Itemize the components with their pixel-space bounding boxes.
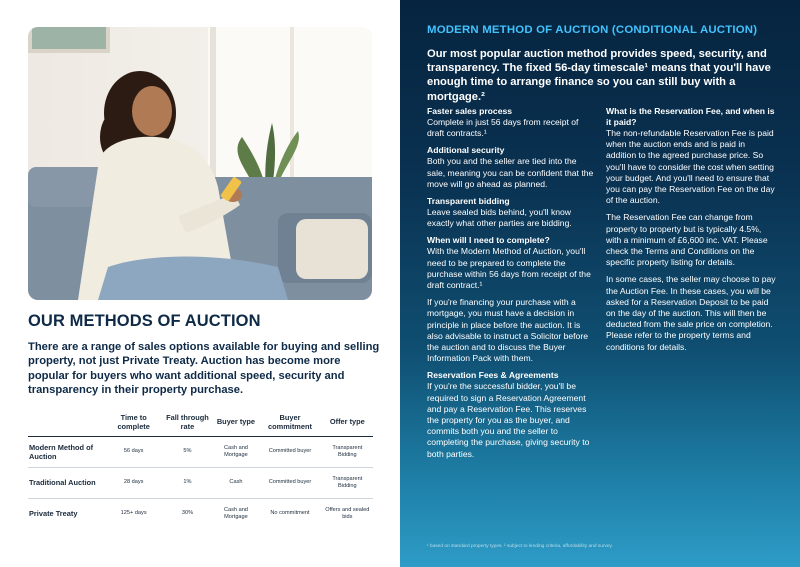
- section-faster-sales: [427, 106, 597, 139]
- table-header-offer-type: Offer type: [322, 408, 373, 436]
- table-cell: 56 days: [106, 436, 161, 467]
- mmoa-title: MODERN METHOD OF AUCTION (CONDITIONAL AUCTION): [427, 24, 758, 36]
- table-cell: Committed buyer: [258, 467, 321, 498]
- table-cell: Transparent Bidding: [322, 467, 373, 498]
- table-cell: Cash and Mortgage: [214, 436, 259, 467]
- table-cell: Offers and sealed bids: [325, 506, 370, 520]
- methods-intro: There are a range of sales options available for buying and selling property, not just Private Treaty. Auction has become more popular for buyers who want additional speed, security and transparency in their property purchase.: [28, 341, 380, 397]
- section-paragraph: The non-refundable Reservation Fee is paid when the auction ends and is paid in addition to the agreed purchase price. So you'll have to consider the cost when setting your budget. And you'll need to ensure that you can pay the Reservation Fee on the day of the auction.: [606, 128, 775, 206]
- section-additional-security: [427, 145, 597, 190]
- section-paragraph: If you're financing your purchase with a mortgage, you must have a decision in principle in place before the auction. It is also advisable to instruct a Solicitor before the auction and to discuss the Buyer Information Pack with them.: [427, 297, 588, 364]
- table-cell: 1%: [161, 467, 213, 498]
- table-header-buyer-type: Buyer type: [214, 408, 259, 436]
- mmoa-lead: Our most popular auction method provides speed, security, and transparency. The fixed 56-day timescale¹ means that you'll have enough time to arrange finance so you can still buy with a mortgage.²: [427, 48, 771, 103]
- mmoa-column-left: [427, 106, 597, 466]
- table-header-blank: [28, 408, 106, 436]
- table-header-time: Time to complete: [106, 408, 161, 436]
- section-heading: Reservation Fees & Agreements: [427, 370, 559, 381]
- table-cell: 28 days: [106, 467, 161, 498]
- section-heading: When will I need to complete?: [427, 235, 550, 246]
- table-header-row: [28, 408, 373, 436]
- section-heading: What is the Reservation Fee, and when is it paid?: [606, 106, 775, 127]
- table-cell: Private Treaty: [29, 509, 78, 519]
- table-cell: 30%: [181, 510, 194, 517]
- section-paragraph: The Reservation Fee can change from property to property but is typically 4.5%, with a minimum of £6,600 inc. VAT. Please check the Terms and Conditions on the specific property listing for details.: [606, 212, 768, 268]
- section-when-complete: [427, 235, 597, 364]
- section-heading: Faster sales process: [427, 106, 513, 116]
- table-cell: Transparent Bidding: [322, 436, 373, 467]
- woman-on-sofa-with-phone-image: [28, 27, 372, 300]
- table-row: [28, 467, 373, 498]
- auction-comparison-table: [28, 408, 373, 529]
- section-paragraph: If you're the successful bidder, you'll be required to sign a Reservation Agreement and pay a Reservation Fee. This reserves the property for you as the buyer, and commits both you and the seller to completing the purchase, giving security to both parties.: [427, 381, 590, 459]
- table-cell: 125+ days: [120, 510, 147, 517]
- table-cell: Modern Method of Auction: [28, 436, 106, 467]
- table-cell: Committed buyer: [258, 436, 321, 467]
- section-heading: Transparent bidding: [427, 196, 510, 207]
- methods-title: OUR METHODS OF AUCTION: [28, 312, 261, 330]
- footnote: ¹ based on standard property types. ² subject to lending criteria, affordability and survey.: [427, 544, 613, 549]
- mmoa-column-right: [606, 106, 776, 359]
- table-row: [28, 498, 373, 529]
- section-heading: Additional security: [427, 145, 505, 156]
- right-page: [400, 0, 800, 567]
- section-transparent-bidding: [427, 196, 597, 229]
- section-paragraph: Both you and the seller are tied into the sale, meaning you can be confident that the move will go ahead as planned.: [427, 156, 594, 189]
- hero-photo: [28, 27, 372, 300]
- table-cell: Cash: [214, 467, 259, 498]
- table-row: [28, 436, 373, 467]
- table-header-fall-through: Fall through rate: [161, 408, 213, 436]
- section-paragraph: In some cases, the seller may choose to pay the Auction Fee. In these cases, you will be asked for a Reservation Deposit to be paid on the day of the auction. This will then be deducted from the sale price on completion. Please refer to the property terms and conditions for details.: [606, 274, 776, 352]
- section-reservation-fee-when: [606, 106, 776, 353]
- table-cell: Traditional Auction: [28, 467, 106, 498]
- table-header-buyer-commitment: Buyer commitment: [258, 408, 321, 436]
- section-paragraph: Complete in just 56 days from receipt of draft contracts.¹: [427, 117, 579, 139]
- table-cell: 5%: [161, 436, 213, 467]
- table-cell: Cash and Mortgage: [223, 506, 248, 520]
- section-reservation-fees: [427, 370, 597, 459]
- section-paragraph: Leave sealed bids behind, you'll know exactly what other parties are bidding.: [427, 207, 572, 229]
- table-cell: No commitment: [270, 510, 310, 517]
- section-paragraph: With the Modern Method of Auction, you'll need to be prepared to complete the purchase within 56 days from receipt of the draft contract.¹: [427, 246, 591, 291]
